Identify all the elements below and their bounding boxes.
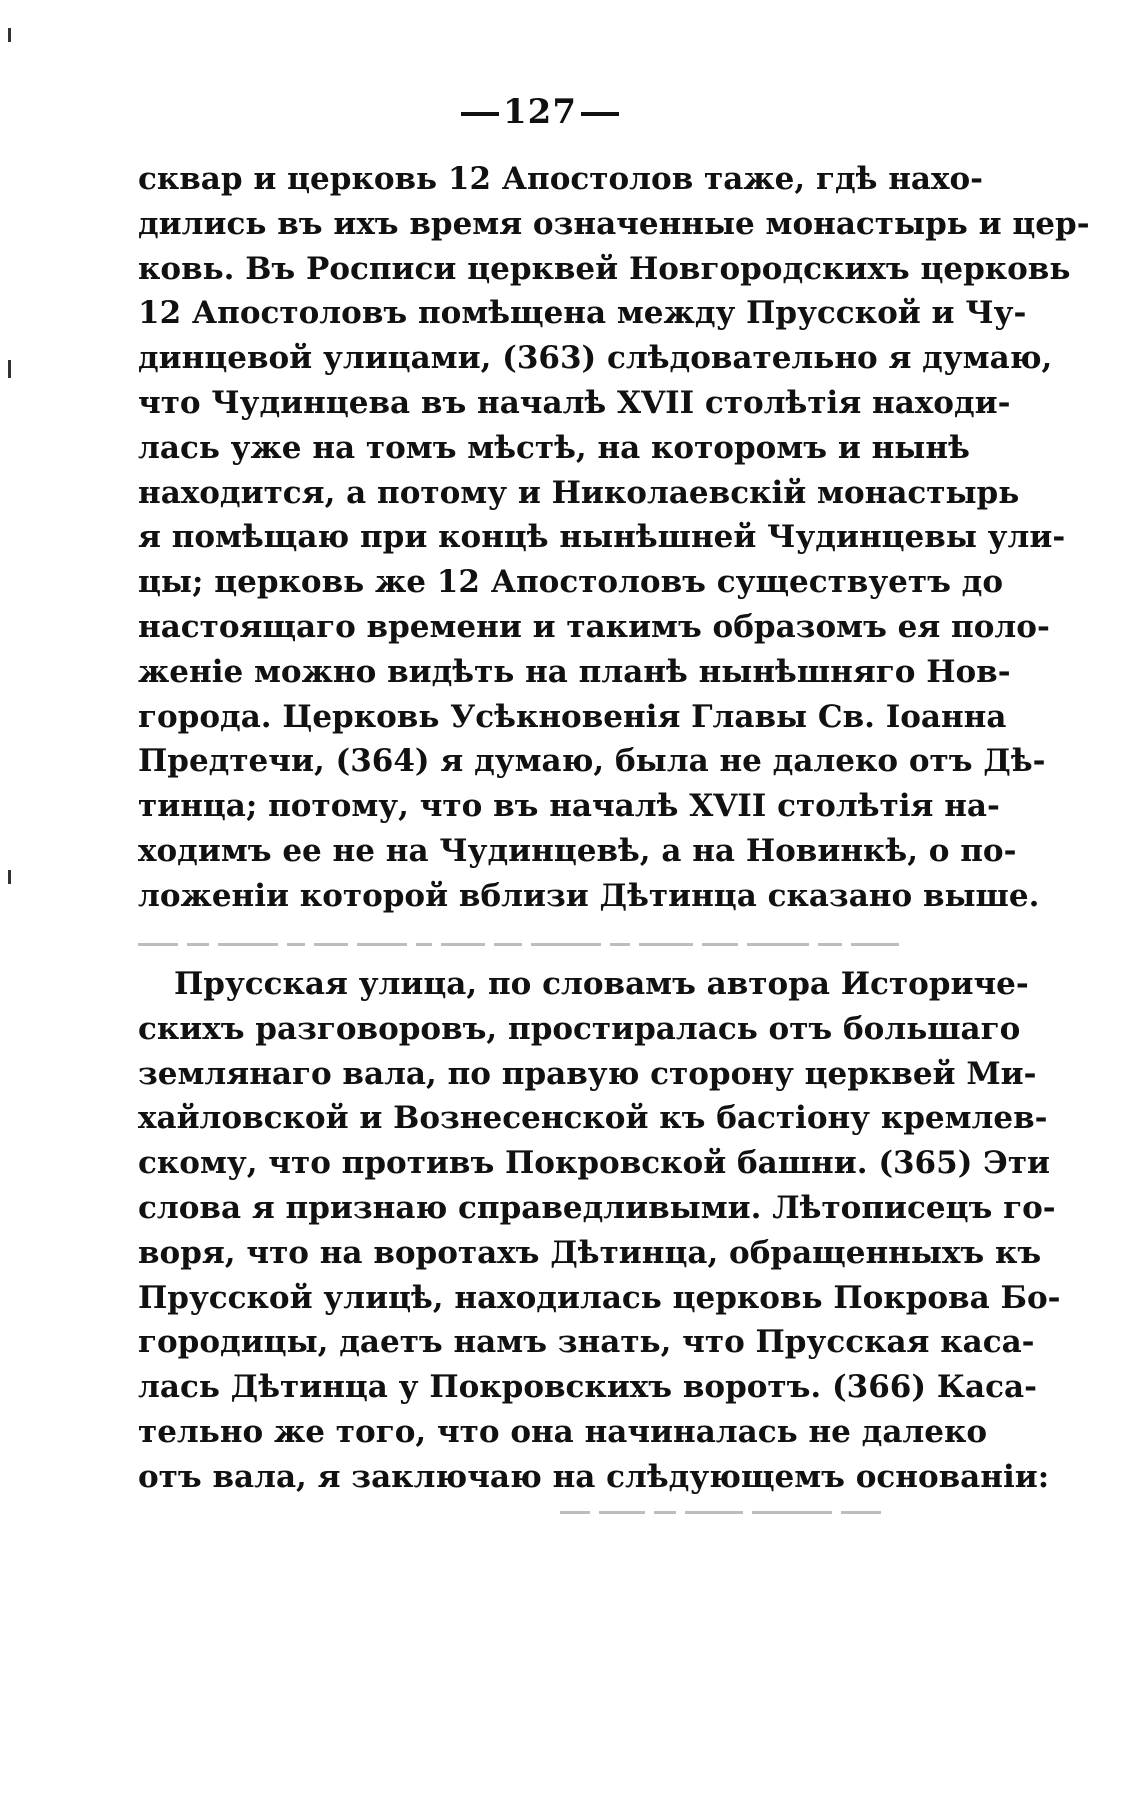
text-line: цы; церковь же 12 Апостоловъ существуетъ до	[138, 564, 1004, 601]
text-line: находится, а потому и Николаевскій монастырь	[138, 474, 1020, 511]
page-number	[450, 92, 630, 132]
text-line: скихъ разговоровъ, простиралась отъ большаго	[138, 1010, 1021, 1047]
page-number-text: 127	[503, 92, 577, 132]
text-line: землянаго вала, по правую сторону церквей Ми-	[138, 1055, 1037, 1092]
text-line: Предтечи, (364) я думаю, была не далеко отъ Дѣ-	[138, 743, 1046, 780]
paragraph-1	[138, 157, 1090, 919]
margin-mark	[8, 28, 11, 42]
text-line: Прусская улица, по словамъ автора Историче-	[174, 966, 1029, 1002]
text-line: лась уже на томъ мѣстѣ, на которомъ и нынѣ	[138, 429, 970, 466]
text-line: Прусской улицѣ, находилась церковь Покрова Бо-	[138, 1279, 1061, 1316]
margin-mark	[8, 360, 11, 378]
text-line: ложеніи которой вблизи Дѣтинца сказано выше.	[138, 877, 1040, 914]
text-line: сквар и церковь 12 Апостолов таже, гдѣ нахо-	[138, 161, 984, 197]
page-number-dash	[461, 112, 499, 116]
bleed-through-row	[560, 1502, 920, 1516]
text-line: тинца; потому, что въ началѣ XVII столѣтія на-	[138, 788, 1000, 825]
text-line: слова я признаю справедливыми. Лѣтописецъ го-	[138, 1189, 1056, 1226]
text-line: что Чудинцева въ началѣ XVII столѣтія находи-	[138, 384, 1011, 421]
text-line: я помѣщаю при концѣ нынѣшней Чудинцевы ули-	[138, 519, 1066, 556]
text-line: динцевой улицами, (363) слѣдовательно я думаю,	[138, 340, 1053, 377]
text-line: дились въ ихъ время означенные монастырь и цер-	[138, 205, 1090, 242]
text-line: отъ вала, я заключаю на слѣдующемъ основаніи:	[138, 1458, 1050, 1495]
text-line: города. Церковь Усѣкновенія Главы Св. Іоанна	[138, 698, 1007, 735]
text-line: настоящаго времени и такимъ образомъ ея поло-	[138, 608, 1050, 645]
text-line: ковь. Въ Росписи церквей Новгородскихъ церковь	[138, 250, 1071, 287]
page-number-dash	[581, 112, 619, 116]
paragraph-2	[138, 962, 1061, 1500]
text-line: 12 Апостоловъ помѣщена между Прусской и Чу-	[138, 295, 1027, 332]
margin-mark	[8, 870, 11, 884]
text-line: городицы, даетъ намъ знать, что Прусская каса-	[138, 1324, 1035, 1361]
text-line: скому, что противъ Покровской башни. (365) Эти	[138, 1145, 1051, 1182]
bleed-through-row	[138, 934, 938, 948]
text-line: женіе можно видѣть на планѣ нынѣшняго Нов-	[138, 653, 1011, 690]
text-line: воря, что на воротахъ Дѣтинца, обращенныхъ къ	[138, 1234, 1042, 1271]
text-line: тельно же того, что она начиналась не далеко	[138, 1413, 988, 1450]
text-line: хайловской и Вознесенской къ бастіону кремлев-	[138, 1100, 1048, 1137]
text-line: ходимъ ее не на Чудинцевѣ, а на Новинкѣ, о по-	[138, 832, 1017, 869]
text-line: лась Дѣтинца у Покровскихъ воротъ. (366) Каса-	[138, 1369, 1037, 1406]
